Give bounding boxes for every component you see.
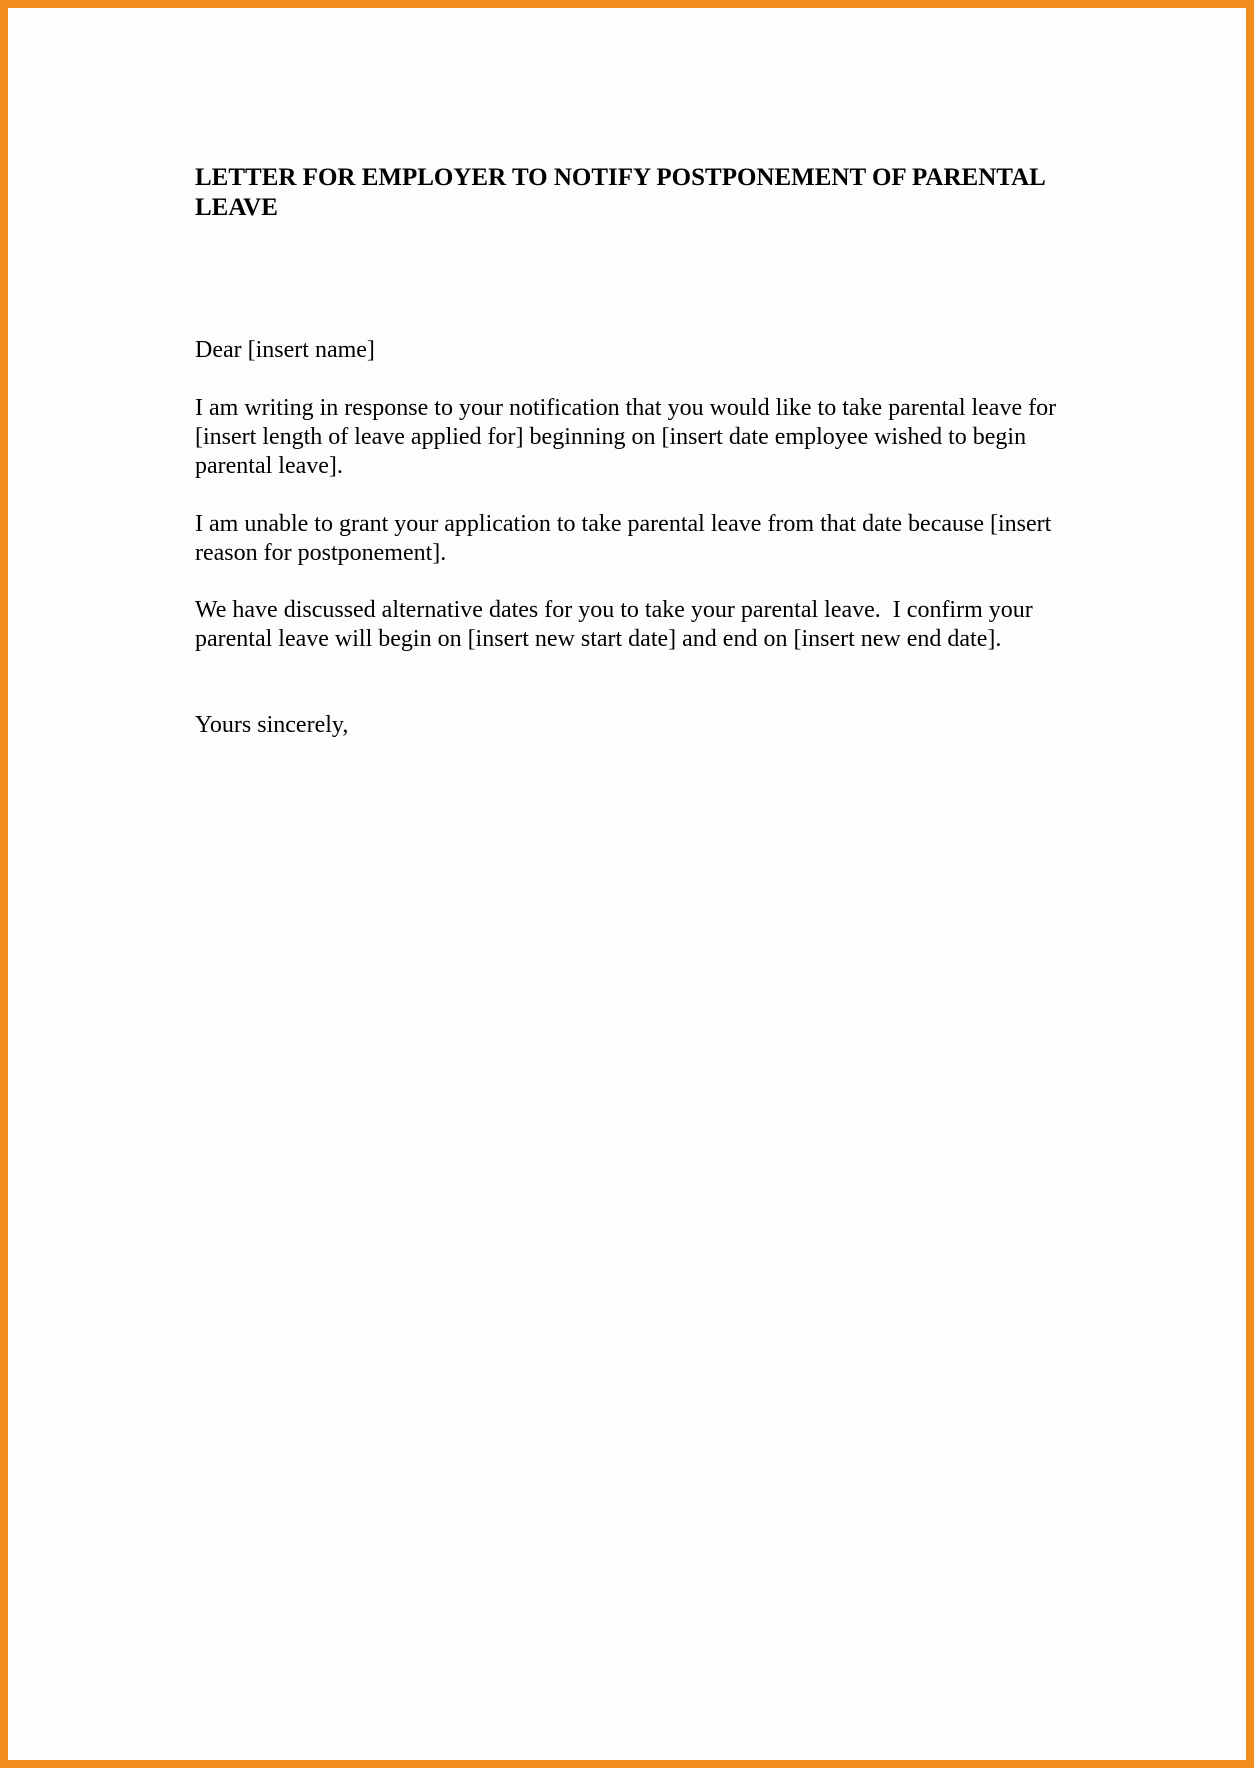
paragraph-refusal: I am unable to grant your application to take parental leave from that date because [insert reason for postponement]. bbox=[195, 511, 1058, 566]
letter-title: LETTER FOR EMPLOYER TO NOTIFY POSTPONEMENT OF PARENTAL LEAVE bbox=[195, 164, 1045, 221]
closing: Yours sincerely, bbox=[195, 712, 349, 738]
salutation: Dear [insert name] bbox=[195, 337, 375, 363]
paragraph-alternative-dates: We have discussed alternative dates for you to take your parental leave. I confirm your parental leave will begin on [insert new start date] and end on [insert new end date]. bbox=[195, 597, 1039, 652]
paragraph-response: I am writing in response to your notification that you would like to take parental leave for [insert length of leave applied for] beginning on [insert date employee wished to begin parental leave]. bbox=[195, 395, 1063, 479]
